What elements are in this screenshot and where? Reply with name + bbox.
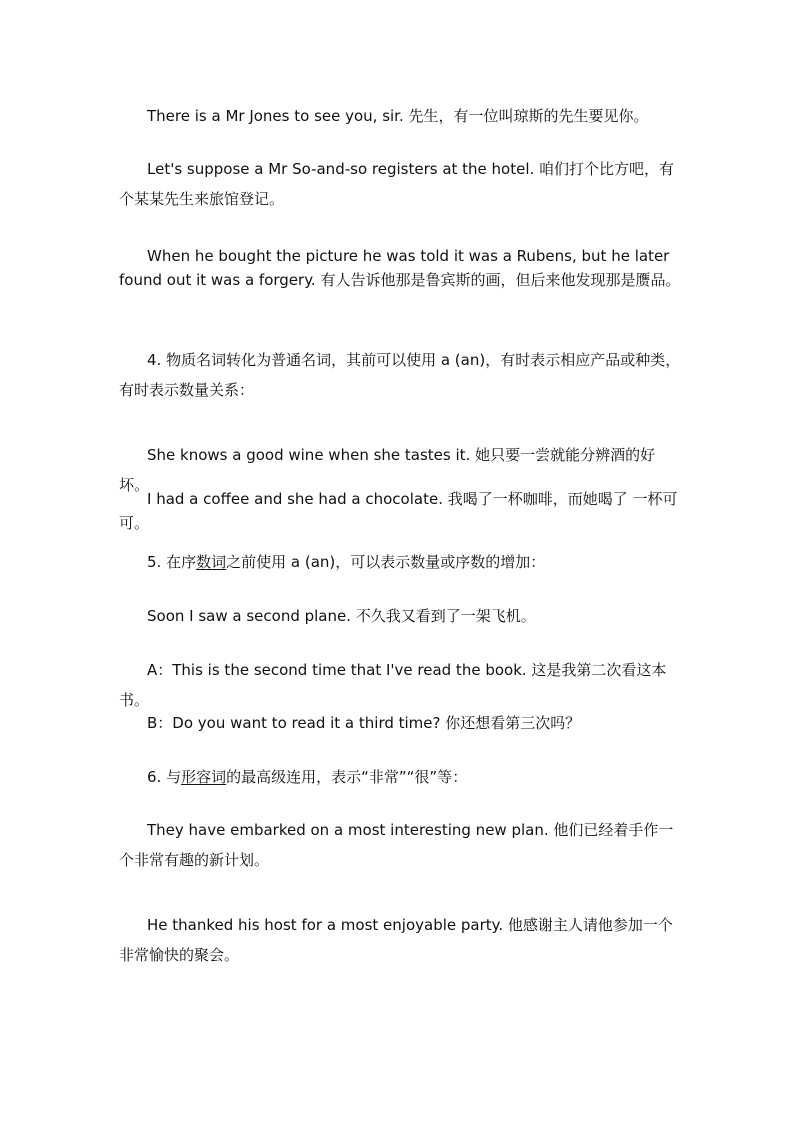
paragraph-7-text-pre: 5. 在序 [147, 553, 197, 571]
paragraph-11-text-post: 的最高级连用，表示“非常”“很”等： [226, 768, 468, 786]
paragraph-9 [119, 655, 681, 715]
paragraph-6-text: I had a coffee and she had a chocolate. 我喝了一杯咖啡，而她喝了 一杯可可。 [119, 490, 678, 532]
paragraph-8 [119, 601, 681, 631]
paragraph-3 [119, 244, 681, 292]
paragraph-1-text: There is a Mr Jones to see you, sir. 先生，有一位叫琼斯的先生要见你。 [147, 107, 649, 125]
paragraph-10-text: B：Do you want to read it a third time? 你还想看第三次吗？ [147, 714, 581, 732]
paragraph-7-text-post: 之前使用 a (an)，可以表示数量或序数的增加： [226, 553, 546, 571]
paragraph-11-text-pre: 6. 与 [147, 768, 182, 786]
paragraph-12-text: They have embarked on a most interesting new plan. 他们已经着手作一个非常有趣的新计划。 [119, 821, 674, 869]
paragraph-2 [119, 154, 681, 214]
paragraph-3-text: When he bought the picture he was told it was a Rubens, but he later found out it was a forgery. 有人告诉他那是鲁宾斯的画，但后来他发现那是赝品。 [119, 247, 681, 289]
paragraph-7-underlined-term: 数词 [196, 553, 227, 571]
paragraph-10 [119, 708, 681, 738]
paragraph-4 [119, 345, 681, 405]
paragraph-2-text: Let's suppose a Mr So-and-so registers at the hotel. 咱们打个比方吧，有个某某先生来旅馆登记。 [119, 160, 675, 208]
paragraph-8-text: Soon I saw a second plane. 不久我又看到了一架飞机。 [147, 607, 536, 625]
paragraph-5-text: She knows a good wine when she tastes it. 她只要一尝就能分辨酒的好坏。 [119, 446, 656, 494]
paragraph-9-text: A：This is the second time that I've read the book. 这是我第二次看这本书。 [119, 661, 667, 709]
paragraph-13 [119, 910, 681, 970]
paragraph-11 [119, 762, 681, 792]
paragraph-4-text: 4. 物质名词转化为普通名词，其前可以使用 a (an)，有时表示相应产品或种类，有时表示数量关系： [119, 351, 681, 399]
paragraph-1 [119, 101, 681, 131]
paragraph-6 [119, 487, 681, 535]
paragraph-12 [119, 815, 681, 875]
paragraph-13-text: He thanked his host for a most enjoyable party. 他感谢主人请他参加一个非常愉快的聚会。 [119, 916, 673, 964]
paragraph-7 [119, 547, 681, 577]
paragraph-11-underlined-term: 形容词 [181, 768, 227, 786]
